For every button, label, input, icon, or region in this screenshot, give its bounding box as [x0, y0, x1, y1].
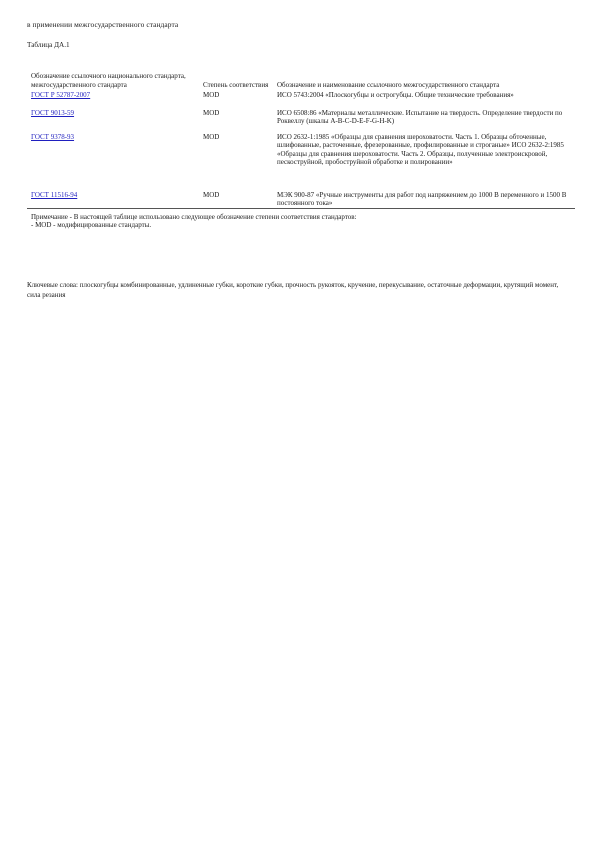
- table-caption: Таблица ДА.1: [27, 41, 70, 49]
- note-line: Примечание - В настоящей таблице использовано следующее обозначение степени соответствия стандартов:: [31, 212, 357, 221]
- table-row: [27, 191, 575, 208]
- description-cell: ИСО 5743:2004 «Плоскогубцы и острогубцы. Общие технические требования»: [277, 91, 514, 99]
- table-header-row: [27, 55, 575, 91]
- table-row: [27, 109, 575, 133]
- description-cell: МЭК 900-87 «Ручные инструменты для работ под напряжением до 1000 В переменного и 1500 В постоянного тока»: [277, 191, 567, 208]
- standard-link[interactable]: ГОСТ Р 52787-2007: [31, 91, 91, 99]
- standard-link[interactable]: ГОСТ 11516-94: [31, 191, 78, 199]
- table-note-row: [27, 208, 575, 229]
- note-line: - MOD - модифицированные стандарты.: [31, 220, 152, 229]
- header-interstate-standard: Обозначение и наименование ссылочного межгосударственного стандарта: [277, 80, 500, 89]
- correspondence-table: [27, 55, 575, 229]
- standard-link[interactable]: ГОСТ 9378-93: [31, 133, 75, 141]
- degree-cell: MOD: [203, 133, 220, 141]
- description-cell: ИСО 2632-1:1985 «Образцы для сравнения шероховатости. Часть 1. Образцы обточенные, шлифованные, расточенные, фрезерованные, профилированные и строганые» ИСО 2632-2:1985 «Образцы для сравнения шероховатости. Часть 2. Образцы, полученные электроискровой, пескоструйной, пробоструйной обработке и полировании»: [277, 133, 564, 166]
- header-degree: Степень соответствия: [203, 80, 269, 89]
- header-national-standard: Обозначение ссылочного национального стандарта, межгосударственного стандарта: [31, 72, 186, 89]
- description-cell: ИСО 6508:86 «Материалы металлические. Испытание на твердость. Определение твердости по Роквеллу (шкалы A-B-C-D-E-F-G-H-K): [277, 109, 563, 126]
- degree-cell: MOD: [203, 191, 220, 199]
- degree-cell: MOD: [203, 109, 220, 117]
- standard-link[interactable]: ГОСТ 9013-59: [31, 109, 75, 117]
- table-row: [27, 91, 575, 109]
- table-row: [27, 133, 575, 191]
- keywords-paragraph: Ключевые слова: плоскогубцы комбинированные, удлиненные губки, короткие губки, прочность рукояток, кручение, перекусывание, остаточные деформации, крутящий момент, сила резания: [27, 281, 559, 299]
- section-heading: в применении межгосударственного стандарта: [27, 20, 179, 29]
- table-note: [27, 208, 575, 229]
- degree-cell: MOD: [203, 91, 220, 99]
